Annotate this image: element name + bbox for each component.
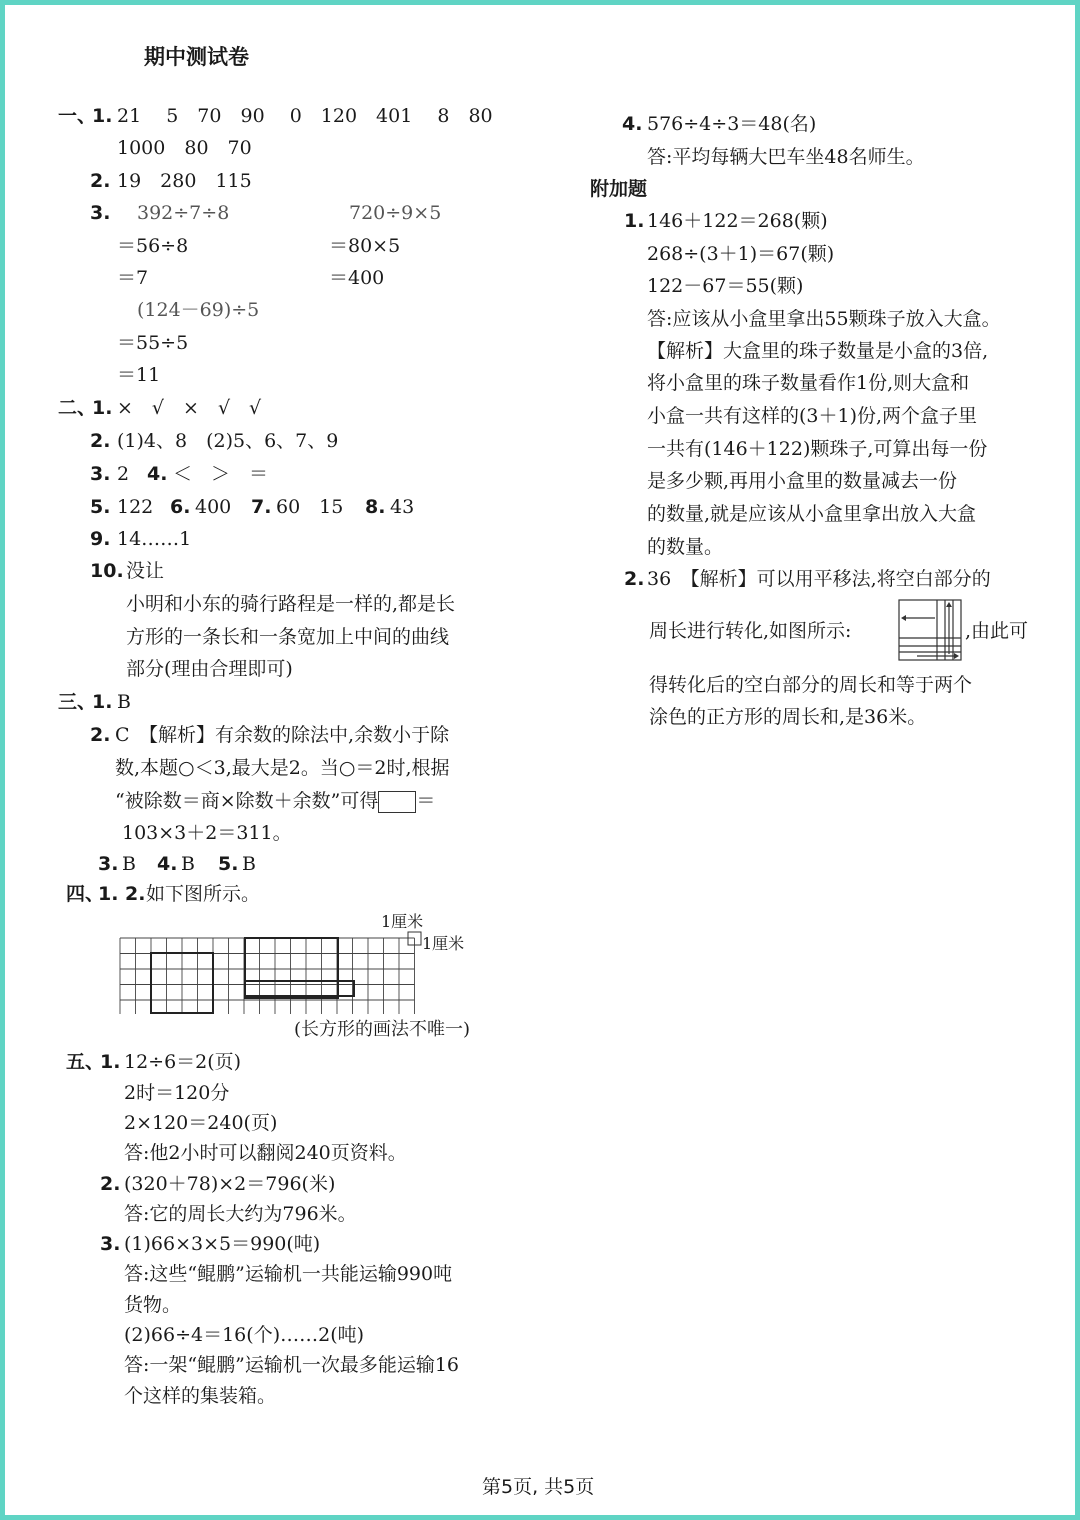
extra-q2-line2a: 周长进行转化,如图所示:: [649, 620, 852, 642]
s2-q10-number: 10.: [90, 560, 124, 582]
extra-q2-line1: 36 【解析】可以用平移法,将空白部分的: [647, 568, 991, 590]
grid-note: (长方形的画法不唯一): [294, 1019, 471, 1040]
extra-q1-line11: 的数量。: [647, 536, 724, 558]
s5-q3-number: 3.: [100, 1233, 121, 1255]
s5-q3-line4: (2)66÷4＝16(个)……2(吨): [124, 1324, 365, 1346]
s5-q4-line2: 答:平均每辆大巴车坐48名师生。: [647, 146, 925, 168]
s2-q2-number: 2.: [90, 430, 111, 452]
s1-q3-number: 3.: [90, 202, 111, 224]
s1-q3-c-step2: ＝11: [117, 364, 161, 386]
s2-q7-answer: 60 15: [276, 496, 344, 518]
s1-q2-number: 2.: [90, 170, 111, 192]
extra-q1-line7: 小盒一共有这样的(3＋1)份,两个盒子里: [647, 405, 978, 427]
s5-q4-line1: 576÷4÷3＝48(名): [647, 113, 817, 135]
s3-q2-line3: [115, 789, 435, 813]
s3-q2-line4: 103×3＋2＝311。: [122, 822, 292, 844]
extra-q2-line4: 涂色的正方形的周长和,是36米。: [649, 706, 927, 728]
extra-q1-line1: 146＋122＝268(颗): [647, 210, 828, 232]
s1-q3-b-step1: ＝80×5: [329, 235, 401, 257]
s1-q1-line2: 1000 80 70: [117, 137, 252, 159]
s2-q10-line1: 小明和小东的骑行路程是一样的,都是长: [126, 593, 456, 615]
s1-q3-a-step1: ＝56÷8: [117, 235, 189, 257]
s2-q5-answer: 122: [117, 496, 154, 518]
page-title: 期中测试卷: [144, 45, 249, 69]
s1-q3-b-step2: ＝400: [329, 267, 385, 289]
s2-q8-number: 8.: [365, 496, 386, 518]
s3-q4-number: 4.: [157, 853, 178, 875]
s3-q2-line3-text: “被除数＝商×除数＋余数”可得: [115, 790, 379, 812]
section-2-label: 二、: [58, 397, 97, 419]
s5-q3-line6: 个这样的集装箱。: [124, 1385, 277, 1407]
s1-q3-c-step1: ＝55÷5: [117, 332, 189, 354]
s2-q4-number: 4.: [147, 463, 168, 485]
s2-q10-head: 没让: [126, 560, 165, 582]
s2-q6-answer: 400: [195, 496, 232, 518]
s1-q3-c-expr: (124－69)÷5: [137, 299, 260, 321]
s5-q2-line2: 答:它的周长大约为796米。: [124, 1203, 357, 1225]
s1-q2-answer: 19 280 115: [117, 170, 252, 192]
section-1-label: 一、: [58, 105, 97, 127]
extra-q2-line2b: ,由此可: [965, 620, 1029, 642]
s4-q12-answer: 如下图所示。: [146, 883, 261, 905]
s2-q7-number: 7.: [251, 496, 272, 518]
extra-q1-line8: 一共有(146＋122)颗珠子,可算出每一份: [647, 438, 988, 460]
section-5-label: 五、: [66, 1051, 105, 1073]
s1-q3-b-expr: 720÷9×5: [349, 202, 442, 224]
s2-q9-answer: 14……1: [117, 528, 192, 550]
s4-q12-number: 1. 2.: [98, 883, 146, 905]
grid-label-top: 1厘米: [381, 912, 424, 931]
s2-q3-number: 3.: [90, 463, 111, 485]
grid-label-right: 1厘米: [422, 934, 465, 953]
s3-q3-answer: B: [122, 853, 136, 875]
extra-q2-line3: 得转化后的空白部分的周长和等于两个: [649, 674, 973, 696]
extra-section-label: 附加题: [590, 178, 648, 200]
s2-q5-number: 5.: [90, 496, 111, 518]
s3-q5-number: 5.: [218, 853, 239, 875]
extra-q1-line10: 的数量,就是应该从小盒里拿出放入大盒: [647, 503, 977, 525]
translation-figure: [897, 598, 963, 662]
section-3-label: 三、: [58, 691, 97, 713]
s3-q4-answer: B: [181, 853, 195, 875]
s1-q1-number: 1.: [92, 105, 113, 127]
s5-q3-line1: (1)66×3×5＝990(吨): [124, 1233, 321, 1255]
s3-q5-answer: B: [242, 853, 256, 875]
s3-q3-number: 3.: [98, 853, 119, 875]
s5-q4-number: 4.: [622, 113, 643, 135]
extra-q1-line4: 答:应该从小盒里拿出55颗珠子放入大盒。: [647, 308, 1001, 330]
s5-q3-line5: 答:一架“鲲鹏”运输机一次最多能运输16: [124, 1354, 460, 1376]
section-4-label: 四、: [66, 883, 105, 905]
s3-q2-line3-eq: ＝: [416, 790, 436, 812]
s5-q1-line1: 12÷6＝2(页): [124, 1051, 242, 1073]
s2-q2-answer: (1)4、8 (2)5、6、7、9: [117, 430, 339, 452]
s2-q10-line3: 部分(理由合理即可): [126, 658, 293, 680]
s2-q9-number: 9.: [90, 528, 111, 550]
extra-q1-line9: 是多少颗,再用小盒里的数量减去一份: [647, 470, 958, 492]
s2-q3-answer: 2: [117, 463, 130, 485]
s2-q1-answer: × √ × √ √: [117, 397, 262, 419]
s5-q2-line1: (320＋78)×2＝796(米): [124, 1173, 336, 1195]
s3-q1-answer: B: [117, 691, 131, 713]
s2-q6-number: 6.: [170, 496, 191, 518]
extra-q1-line6: 将小盒里的珠子数量看作1份,则大盒和: [647, 372, 970, 394]
s1-q3-a-expr: 392÷7÷8: [137, 202, 230, 224]
s5-q2-number: 2.: [100, 1173, 121, 1195]
extra-q2-number: 2.: [624, 568, 645, 590]
blank-box: [378, 791, 416, 813]
rectangle-shape-1: [245, 938, 338, 998]
s3-q2-number: 2.: [90, 724, 111, 746]
s5-q1-line3: 2×120＝240(页): [124, 1112, 278, 1134]
extra-q1-line5: 【解析】大盒里的珠子数量是小盒的3倍,: [647, 340, 989, 362]
s2-q10-line2: 方形的一条长和一条宽加上中间的曲线: [126, 626, 450, 648]
s2-q4-answer: ＜ ＞ ＝: [173, 463, 269, 485]
s3-q2-line1: C 【解析】有余数的除法中,余数小于除: [115, 724, 450, 746]
extra-q1-number: 1.: [624, 210, 645, 232]
s5-q1-line2: 2时＝120分: [124, 1082, 230, 1104]
extra-q1-line3: 122－67＝55(颗): [647, 275, 804, 297]
s3-q1-number: 1.: [92, 691, 113, 713]
s5-q1-number: 1.: [100, 1051, 121, 1073]
s3-q2-line2: 数,本题○＜3,最大是2。当○＝2时,根据: [115, 757, 450, 779]
s2-q8-answer: 43: [390, 496, 415, 518]
s5-q1-line4: 答:他2小时可以翻阅240页资料。: [124, 1142, 407, 1164]
grid-figure: [118, 936, 418, 1014]
page-footer: 第5页, 共5页: [482, 1476, 595, 1498]
extra-q1-line2: 268÷(3＋1)＝67(颗): [647, 243, 835, 265]
s5-q3-line3: 货物。: [124, 1294, 182, 1316]
s2-q1-number: 1.: [92, 397, 113, 419]
s1-q3-a-step2: ＝7: [117, 267, 149, 289]
s1-q1-line1: 21 5 70 90 0 120 401 8 80: [117, 105, 493, 127]
s5-q3-line2: 答:这些“鲲鹏”运输机一共能运输990吨: [124, 1263, 453, 1285]
